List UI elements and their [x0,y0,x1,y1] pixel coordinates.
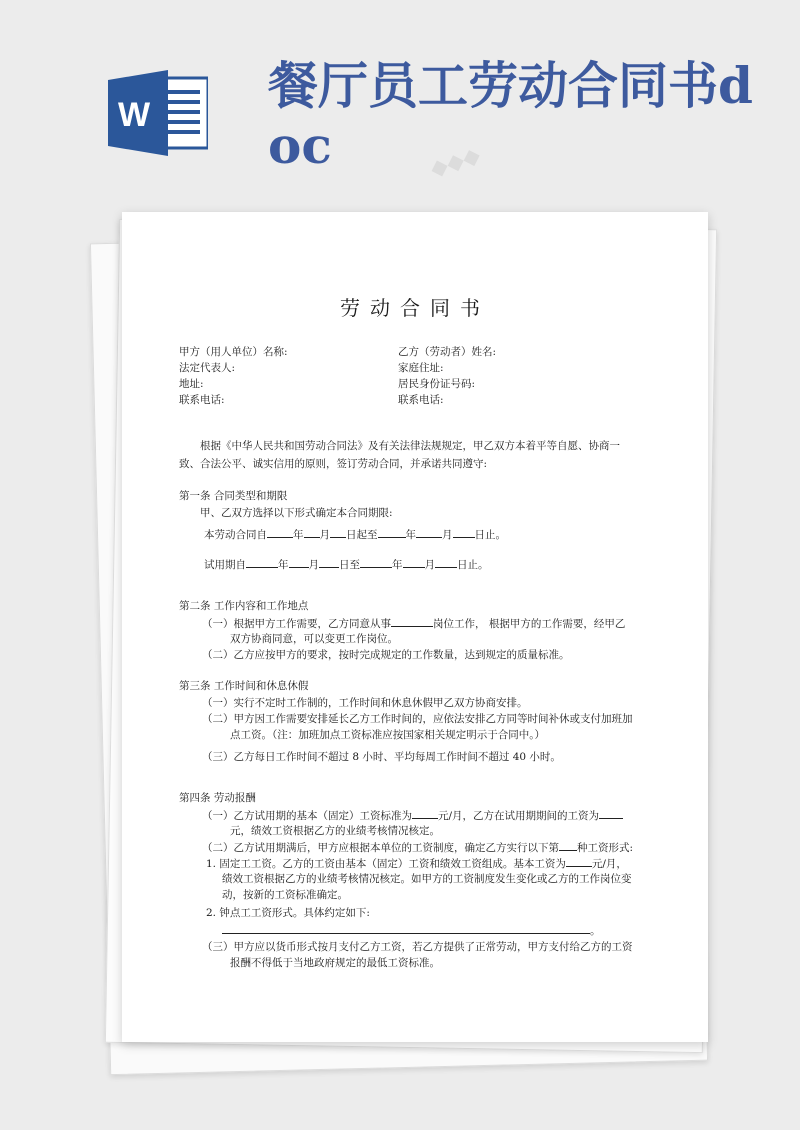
contract-term-line: 本劳动合同自 年 月 日起至 年 月 日止。 [204,526,506,543]
article-4-item-3-cont: 报酬不得低于当地政府规定的最低工资标准。 [230,957,440,969]
document-title: 劳动合同书 [340,296,490,320]
article-3-item-3: （三）乙方每日工作时间不超过 8 小时、平均每周工作时间不超过 40 小时。 [202,751,561,763]
article-4-item-1-cont: 元，绩效工资根据乙方的业绩考核情况核定。 [230,825,440,837]
page-title: 餐厅员工劳动合同书doc [268,56,753,175]
party-a-name: 甲方（用人单位）名称: [179,346,288,358]
article-2-item-1-cont: 双方协商同意，可以变更工作岗位。 [230,633,398,645]
preamble-line-1: 根据《中华人民共和国劳动合同法》及有关法律法规规定，甲乙双方本着平等自愿、协商一 [200,440,620,452]
party-b-name: 乙方（劳动者）姓名: [398,346,497,358]
party-b-phone: 联系电话: [398,394,444,406]
word-document-icon [108,70,208,156]
article-2-heading: 第二条 工作内容和工作地点 [179,600,309,612]
article-4-sub-1: 1. 固定工工资。乙方的工资由基本（固定）工资和绩效工资组成。基本工资为 元/月， [206,855,627,872]
party-a-block [179,344,399,408]
word-letter: W [117,96,151,134]
article-4-sub-2-blank-line: 。 [222,922,601,939]
contract-document [122,212,708,1042]
article-4-item-1: （一）乙方试用期的基本（固定）工资标准为 元/月，乙方在试用期期间的工资为 [202,807,623,824]
party-b-block [398,344,618,408]
article-4-sub-1-cont-1: 绩效工资根据乙方的业绩考核情况核定。如甲方的工资制度发生变化或乙方的工作岗位变 [222,873,632,885]
party-a-address: 地址: [179,378,204,390]
article-3-item-1: （一）实行不定时工作制的，工作时间和休息休假甲乙双方协商安排。 [202,697,528,709]
article-4-item-3: （三）甲方应以货币形式按月支付乙方工资，若乙方提供了正常劳动，甲方支付给乙方的工资 [202,941,633,953]
article-1-heading: 第一条 合同类型和期限 [179,490,288,502]
article-4-sub-1-cont-2: 动，按新的工资标准确定。 [222,889,348,901]
party-a-representative: 法定代表人: [179,362,236,374]
article-2-item-1: （一）根据甲方工作需要，乙方同意从事 岗位工作， 根据甲方的工作需要，经甲乙 [202,615,625,632]
article-4-sub-2: 2. 钟点工工资形式。具体约定如下: [206,907,370,919]
article-4-item-2: （二）乙方试用期满后，甲方应根据本单位的工资制度，确定乙方实行以下第 种工资形式: [202,839,633,856]
party-a-phone: 联系电话: [179,394,225,406]
party-b-id-number: 居民身份证号码: [398,378,476,390]
article-3-heading: 第三条 工作时间和休息休假 [179,680,309,692]
article-3-item-2-cont: 点工资。（注：加班加点工资标准应按国家相关规定明示于合同中。） [230,729,545,741]
preamble-line-2: 致、合法公平、诚实信用的原则，签订劳动合同，并承诺共同遵守: [179,458,488,470]
article-1-intro: 甲、乙双方选择以下形式确定本合同期限: [200,507,393,519]
article-3-item-2: （二）甲方因工作需要安排延长乙方工作时间的，应依法安排乙方同等时间补休或支付加班加 [202,713,633,725]
article-2-item-2: （二）乙方应按甲方的要求，按时完成规定的工作数量，达到规定的质量标准。 [202,649,570,661]
probation-term-line: 试用期自 年 月 日至 年 月 日止。 [204,556,489,573]
article-4-heading: 第四条 劳动报酬 [179,792,256,804]
party-b-address: 家庭住址: [398,362,444,374]
